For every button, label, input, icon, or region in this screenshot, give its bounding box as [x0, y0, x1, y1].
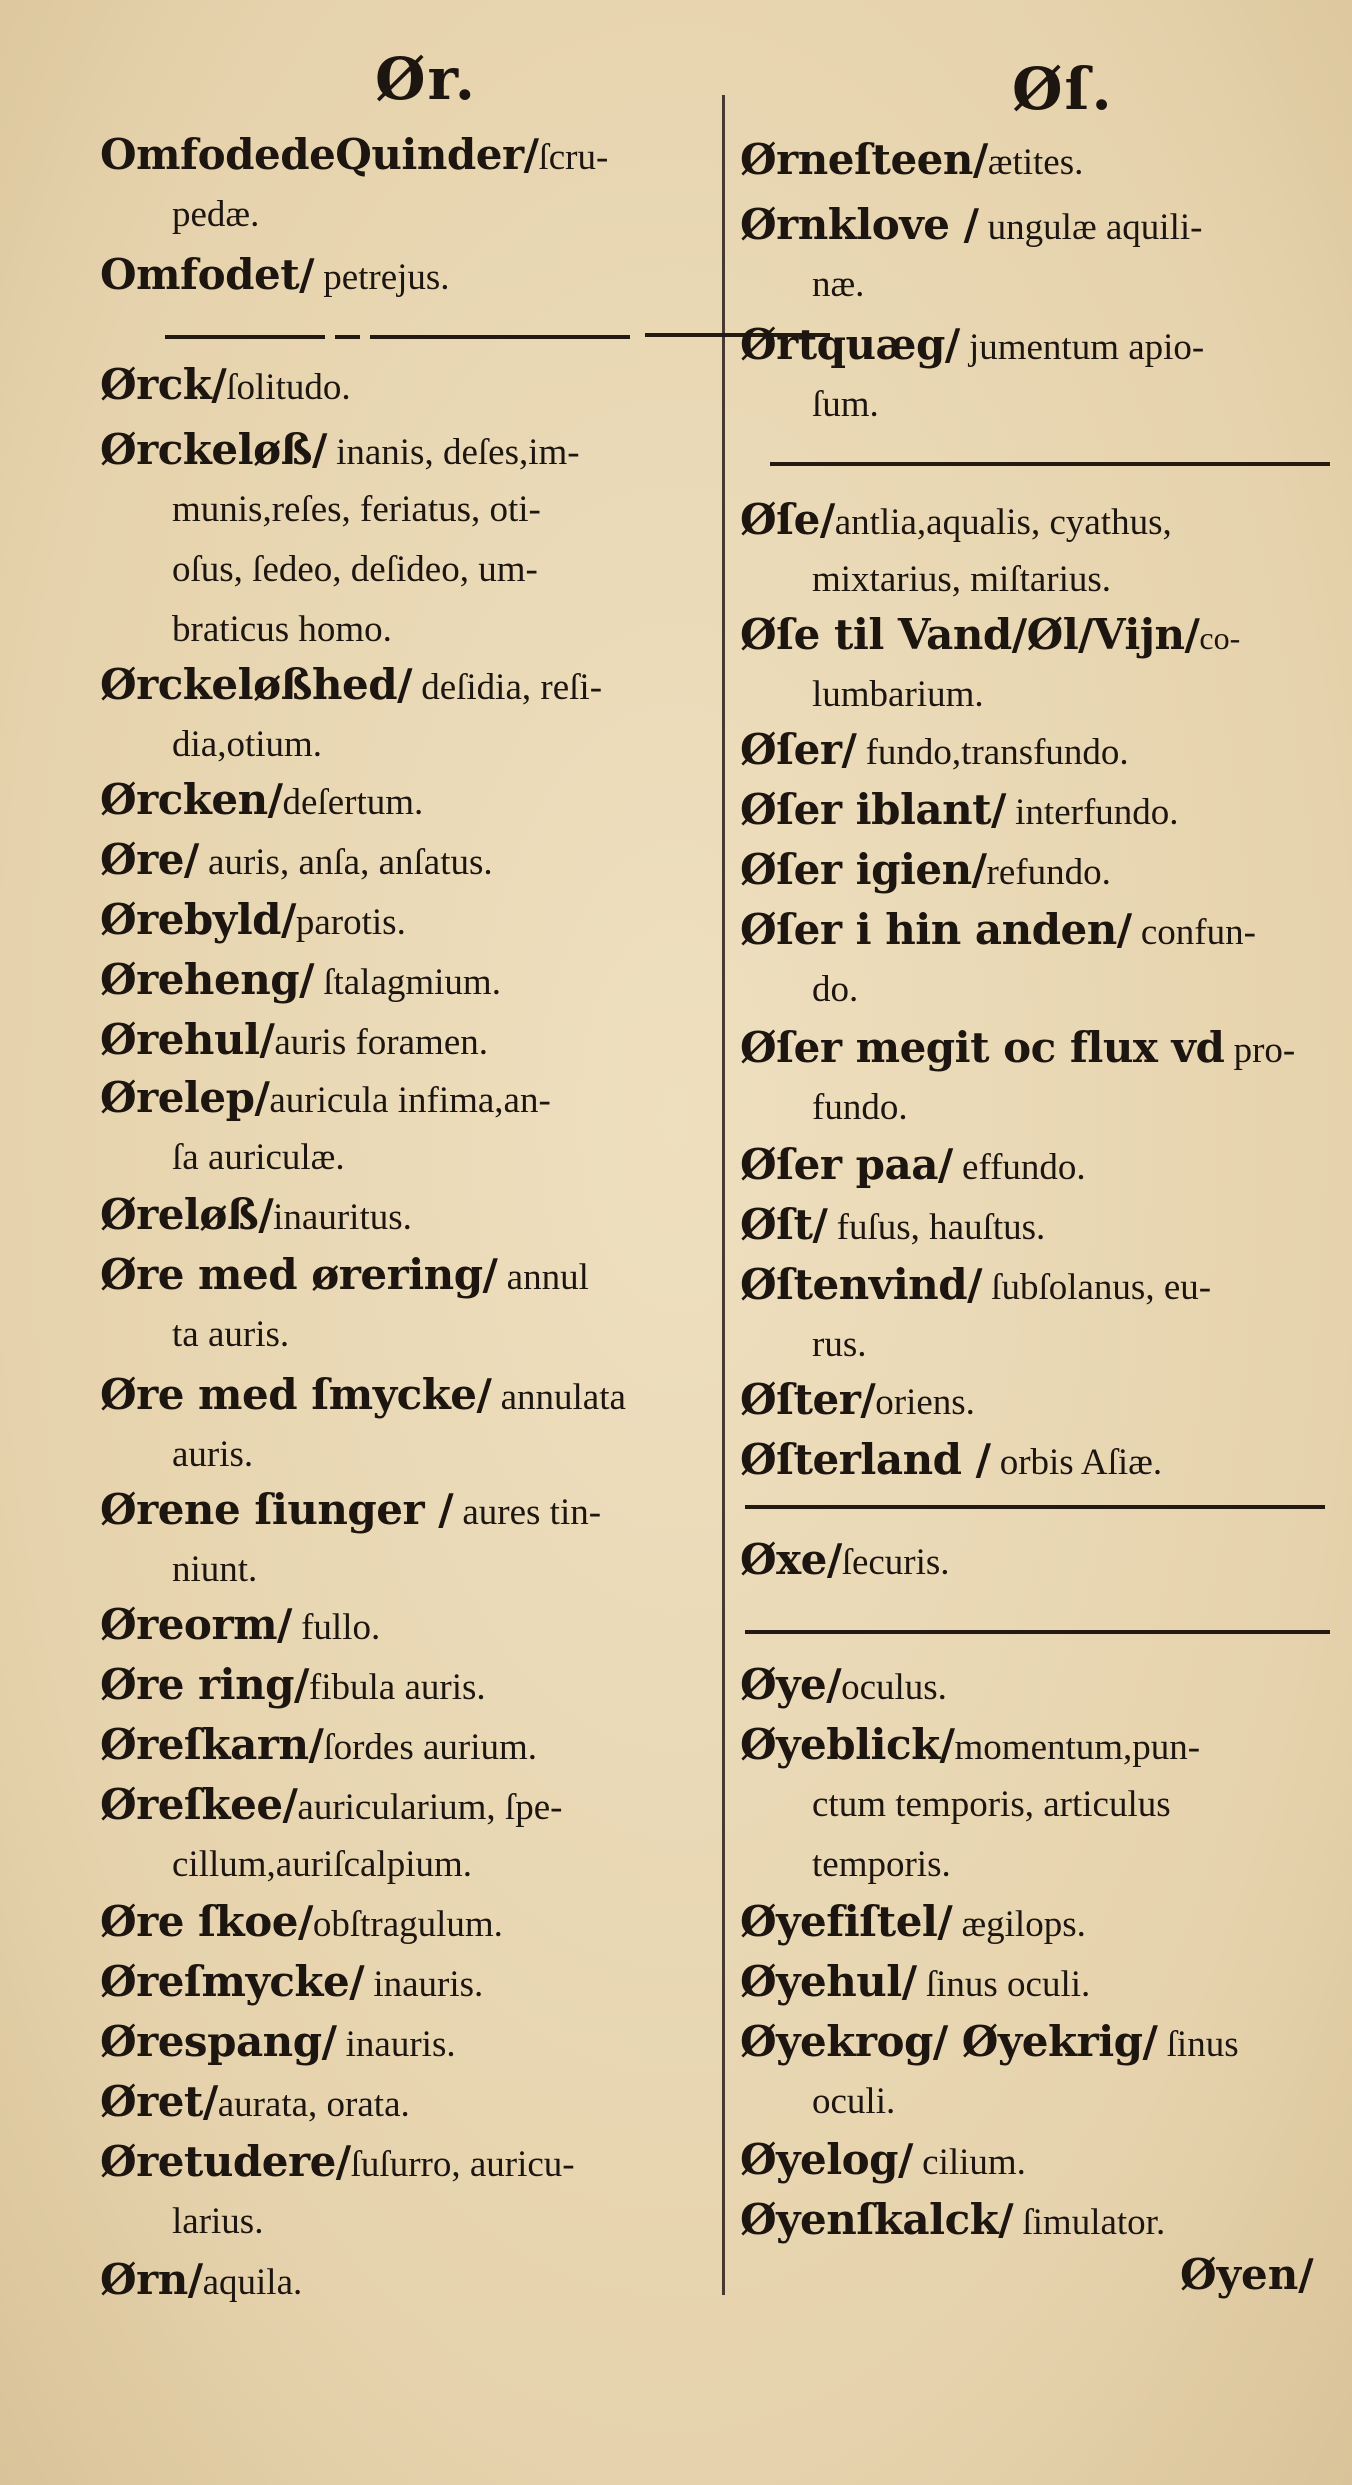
gloss-continuation: ta auris. [172, 1314, 290, 1355]
headword: Ørneſteen/ [740, 135, 988, 184]
headword: Øſtenvind/ [740, 1260, 982, 1309]
gloss: deſidia, reſi- [411, 667, 603, 708]
dictionary-entry [740, 840, 1340, 900]
gloss-continuation: ſum. [812, 384, 879, 425]
dictionary-entry [740, 605, 1340, 725]
dictionary-entry [100, 245, 740, 305]
dictionary-entry [740, 1655, 1340, 1715]
gloss: effundo. [952, 1147, 1086, 1188]
gloss-continuation: auris. [172, 1434, 254, 1475]
dictionary-entry [100, 1245, 740, 1365]
headword: Øſer iblant/ [740, 785, 1006, 834]
gloss-continuation: munis,reſes, feriatus, oti- [172, 489, 541, 530]
headword: Øſe til Vand/Øl/Vijn/ [740, 610, 1200, 659]
gloss: inauris. [336, 2024, 456, 2065]
headword: Øret/ [100, 2077, 218, 2126]
headword: Øreorm/ [100, 1600, 292, 1649]
left-running-header: Ør. [375, 45, 477, 113]
gloss: parotis. [295, 902, 406, 943]
gloss-continuation: ſa auriculæ. [172, 1137, 345, 1178]
gloss: auris foramen. [274, 1022, 489, 1063]
gloss-continuation: dia,otium. [172, 724, 323, 765]
gloss-continuation: mixtarius, miſtarius. [812, 559, 1112, 600]
headword: Øyeblick/ [740, 1720, 955, 1769]
headword: Øre med ørering/ [100, 1250, 498, 1299]
gloss-continuation: fundo. [812, 1087, 908, 1128]
gloss: ſecuris. [841, 1542, 950, 1583]
headword: Ørck/ [100, 360, 227, 409]
dictionary-entry [740, 720, 1340, 780]
gloss: fullo. [291, 1607, 381, 1648]
gloss: fundo,transfundo. [856, 732, 1129, 773]
gloss-continuation: braticus homo. [172, 609, 392, 650]
gloss: ungulæ aquili- [978, 207, 1203, 248]
gloss: obſtragulum. [312, 1904, 503, 1945]
dictionary-entry [100, 355, 740, 415]
dictionary-entry [100, 1775, 740, 1895]
dictionary-entry [100, 1068, 740, 1188]
dictionary-entry [100, 950, 740, 1010]
section-rule [370, 335, 630, 339]
dictionary-entry [740, 2190, 1340, 2250]
gloss: ſinus [1157, 2024, 1239, 2065]
headword: Øreløß/ [100, 1190, 274, 1239]
catchword: Øyen/ [1180, 2250, 1314, 2299]
gloss: inauritus. [273, 1197, 412, 1238]
dictionary-entry [740, 780, 1340, 840]
gloss: antlia,aqualis, cyathus, [834, 502, 1172, 543]
dictionary-entry [740, 315, 1340, 435]
gloss-continuation: næ. [812, 264, 865, 305]
dictionary-entry [100, 1010, 740, 1070]
gloss-continuation: larius. [172, 2201, 264, 2242]
section-rule [335, 335, 360, 339]
headword: Øſer i hin anden/ [740, 905, 1132, 954]
headword: Øſterland / [740, 1435, 991, 1484]
gloss-continuation: niunt. [172, 1549, 258, 1590]
headword: Øxe/ [740, 1535, 842, 1584]
gloss: oriens. [875, 1382, 975, 1423]
dictionary-entry [740, 1370, 1340, 1430]
section-rule [745, 1505, 1325, 1509]
gloss: ægilops. [952, 1904, 1086, 1945]
gloss: annulata [491, 1377, 626, 1418]
dictionary-entry [100, 2132, 740, 2252]
section-rule [165, 335, 325, 339]
gloss: confun- [1131, 912, 1256, 953]
headword: Ørtquæg/ [740, 320, 960, 369]
gloss: ætites. [987, 142, 1084, 183]
headword: Øyefiſtel/ [740, 1897, 953, 1946]
dictionary-entry [100, 2250, 740, 2310]
gloss: inanis, deſes,im- [326, 432, 580, 473]
gloss: annul [497, 1257, 589, 1298]
headword: Øreheng/ [100, 955, 314, 1004]
gloss: auris, anſa, anſatus. [198, 842, 493, 883]
gloss: ſuſurro, auricu- [350, 2144, 575, 2185]
dictionary-entry [100, 1595, 740, 1655]
headword: Omfodet/ [100, 250, 314, 299]
headword: Øſter/ [740, 1375, 876, 1424]
headword: Øſer megit oc flux vd [740, 1023, 1225, 1072]
dictionary-entry [740, 195, 1340, 315]
dictionary-entry [740, 1018, 1340, 1138]
dictionary-entry [740, 1530, 1340, 1590]
gloss-continuation: oſus, ſedeo, deſideo, um- [172, 549, 538, 590]
headword: Øre ring/ [100, 1660, 309, 1709]
gloss: petrejus. [313, 257, 450, 298]
gloss: ſinus oculi. [916, 1964, 1091, 2005]
dictionary-entry [740, 1430, 1340, 1490]
headword: Ørebyld/ [100, 895, 296, 944]
gloss: fuſus, hauſtus. [827, 1207, 1046, 1248]
headword: Øyehul/ [740, 1957, 917, 2006]
dictionary-entry [100, 830, 740, 890]
gloss: ſcru- [538, 137, 609, 178]
right-running-header: Øſ. [1012, 55, 1114, 123]
dictionary-entry [100, 1715, 740, 1775]
headword: Øre med ſmycke/ [100, 1370, 492, 1419]
headword: Øye/ [740, 1660, 842, 1709]
gloss: aures tin- [453, 1492, 602, 1533]
dictionary-entry [100, 2072, 740, 2132]
headword: Øyelog/ [740, 2135, 913, 2184]
gloss: ſolitudo. [226, 367, 351, 408]
headword: Øre ſkoe/ [100, 1897, 313, 1946]
headword: Øſer paa/ [740, 1140, 953, 1189]
headword: Ørcken/ [100, 775, 283, 824]
dictionary-entry [100, 2012, 740, 2072]
headword: Øſt/ [740, 1200, 828, 1249]
gloss: deſertum. [282, 782, 424, 823]
gloss: ſubſolanus, eu- [981, 1267, 1212, 1308]
dictionary-entry [740, 900, 1340, 1020]
dictionary-entry [100, 125, 740, 245]
dictionary-entry [740, 1255, 1340, 1375]
headword: Øſer igien/ [740, 845, 987, 894]
headword: Øreſkarn/ [100, 1720, 324, 1769]
dictionary-entry [100, 1365, 740, 1485]
dictionary-entry [100, 655, 740, 775]
headword: Ørespang/ [100, 2017, 337, 2066]
gloss-continuation: rus. [812, 1324, 867, 1365]
gloss: oculus. [841, 1667, 947, 1708]
gloss: ſimulator. [1013, 2202, 1166, 2243]
dictionary-entry [740, 130, 1340, 190]
dictionary-entry [100, 1892, 740, 1952]
headword: Øyekrog/ Øyekrig/ [740, 2017, 1158, 2066]
gloss: fibula auris. [308, 1667, 486, 1708]
dictionary-entry [740, 490, 1340, 610]
headword: Øyenſkalck/ [740, 2195, 1014, 2244]
gloss-continuation: cillum,auriſcalpium. [172, 1844, 473, 1885]
headword: Øſe/ [740, 495, 835, 544]
headword: Ørn/ [100, 2255, 203, 2304]
gloss: jumentum apio- [959, 327, 1205, 368]
headword: Ørelep/ [100, 1073, 270, 1122]
gloss: interfundo. [1005, 792, 1179, 833]
gloss-continuation: lumbarium. [812, 674, 984, 715]
gloss-continuation: pedæ. [172, 194, 260, 235]
dictionary-entry [740, 1892, 1340, 1952]
gloss: aquila. [202, 2262, 303, 2303]
dictionary-entry [740, 2012, 1340, 2132]
gloss: orbis Aſiæ. [990, 1442, 1163, 1483]
dictionary-entry [100, 420, 740, 660]
gloss-continuation: oculi. [812, 2081, 896, 2122]
gloss: aurata, orata. [217, 2084, 410, 2125]
dictionary-entry [100, 1480, 740, 1600]
dictionary-entry [740, 1135, 1340, 1195]
headword: OmfodedeQuinder/ [100, 130, 539, 179]
headword: Øreſkee/ [100, 1780, 298, 1829]
gloss: refundo. [986, 852, 1111, 893]
headword: Ørehul/ [100, 1015, 275, 1064]
gloss: cilium. [912, 2142, 1026, 2183]
headword: Øre/ [100, 835, 199, 884]
gloss: co- [1199, 620, 1241, 656]
headword: Ørckeløß/ [100, 425, 327, 474]
gloss: ſtalagmium. [313, 962, 501, 1003]
gloss: auricularium, ſpe- [297, 1787, 563, 1828]
dictionary-entry [100, 1952, 740, 2012]
dictionary-entry [100, 890, 740, 950]
gloss: auricula infima,an- [269, 1080, 551, 1121]
gloss: pro- [1224, 1030, 1296, 1071]
headword: Øretudere/ [100, 2137, 351, 2186]
dictionary-entry [100, 1185, 740, 1245]
headword: Ørnklove / [740, 200, 979, 249]
dictionary-entry [740, 1715, 1340, 1895]
headword: Ørckeløßhed/ [100, 660, 412, 709]
dictionary-entry [100, 770, 740, 830]
dictionary-entry [740, 2130, 1340, 2190]
headword: Øreſmycke/ [100, 1957, 365, 2006]
gloss-continuation: ctum temporis, articulus [812, 1784, 1171, 1825]
gloss-continuation: temporis. [812, 1844, 951, 1885]
gloss: inauris. [364, 1964, 484, 2005]
gloss-continuation: do. [812, 969, 859, 1010]
headword: Øſer/ [740, 725, 857, 774]
gloss: momentum,pun- [954, 1727, 1201, 1768]
section-rule [745, 1630, 1330, 1634]
section-rule [770, 462, 1330, 466]
headword: Ørene ſiunger / [100, 1485, 454, 1534]
gloss: ſordes aurium. [323, 1727, 538, 1768]
dictionary-entry [740, 1952, 1340, 2012]
dictionary-entry [740, 1195, 1340, 1255]
dictionary-entry [100, 1655, 740, 1715]
